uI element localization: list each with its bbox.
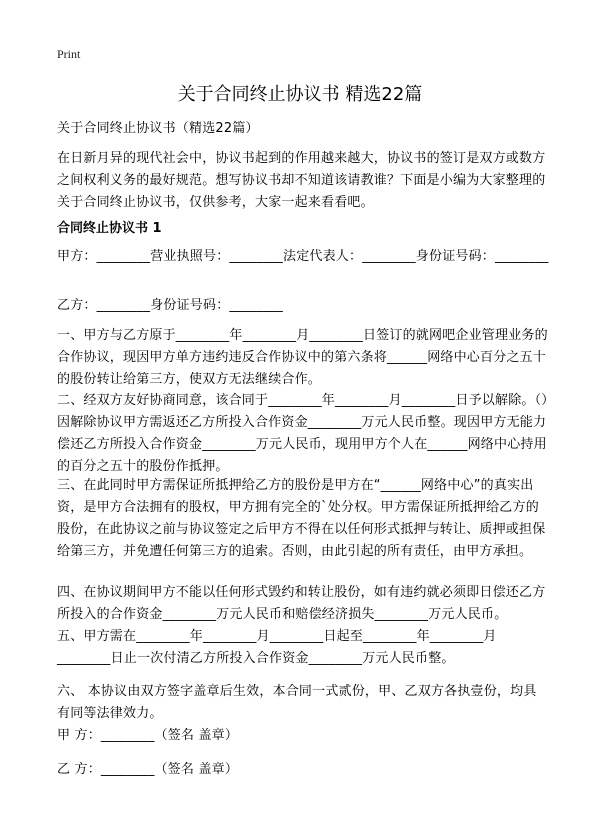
print-link[interactable]: Print: [57, 47, 81, 61]
subtitle: 关于合同终止协议书（精选22篇）: [57, 121, 259, 136]
section-heading: 合同终止协议书 1: [57, 221, 162, 236]
intro-paragraph: 在日新月异的现代社会中，协议书起到的作用越来越大，协议书的签订是双方或数方之间权利义务的最好规范。想写协议书却不知道该请教谁？下面是小编为大家整理的关于合同终止协议书，仅供参考，大家一起来看看吧。: [57, 151, 546, 210]
clause-3: 三、在此同时甲方需保证所抵押给乙方的股份是甲方在“______网络中心”的真实出资，是甲方合法拥有的股权，甲方拥有完全的`处分权。甲方需保证所抵押给乙方的股份，在此协议之前与协议签定之后甲方不得在以任何形式抵押与转让、质押或担保给第三方，并免遭任何第三方的追索。否则，由此引起的所有责任，由甲方承担。: [57, 478, 546, 559]
page-title: 关于合同终止协议书 精选22篇: [177, 84, 423, 105]
clause-2: 二、经双方友好协商同意，该合同于________年________月________日予以解除。（）因解除协议甲方需返还乙方所投入合作资金________万元人民币整。现因甲方无能力偿还乙方所投入合作资金________万元人民币，现用甲方个人在______网络中心持用的百分之五十的股份作抵押。: [57, 393, 549, 474]
signature-party-b: 乙 方：________（签名 盖章）: [57, 762, 239, 777]
signature-party-a: 甲 方：________（签名 盖章）: [57, 728, 239, 743]
clause-1: 一、甲方与乙方原于________年________月________日签订的就网吧企业管理业务的合作协议，现因甲方单方违约违反合作协议中的第六条将______网络中心百分之五十的股份转让给第三方，使双方无法继续合作。: [57, 328, 548, 387]
party-a-line: 甲方：________营业执照号：________法定代表人：________身份证号码：________: [57, 249, 549, 264]
clause-5: 五、甲方需在________年________月________日起至________年________月________日止一次付清乙方所投入合作资金________万元人民币整。: [57, 629, 497, 666]
clause-4: 四、在协议期间甲方不能以任何形式毁约和转让股份，如有违约就必须即日偿还乙方所投入的合作资金________万元人民币和赔偿经济损失________万元人民币。: [57, 585, 546, 622]
clause-6: 六、 本协议由双方签字盖章后生效，本合同一式贰份，甲、乙双方各执壹份，均具有同等法律效力。: [57, 684, 537, 721]
party-b-line: 乙方：________身份证号码：________: [57, 298, 284, 313]
